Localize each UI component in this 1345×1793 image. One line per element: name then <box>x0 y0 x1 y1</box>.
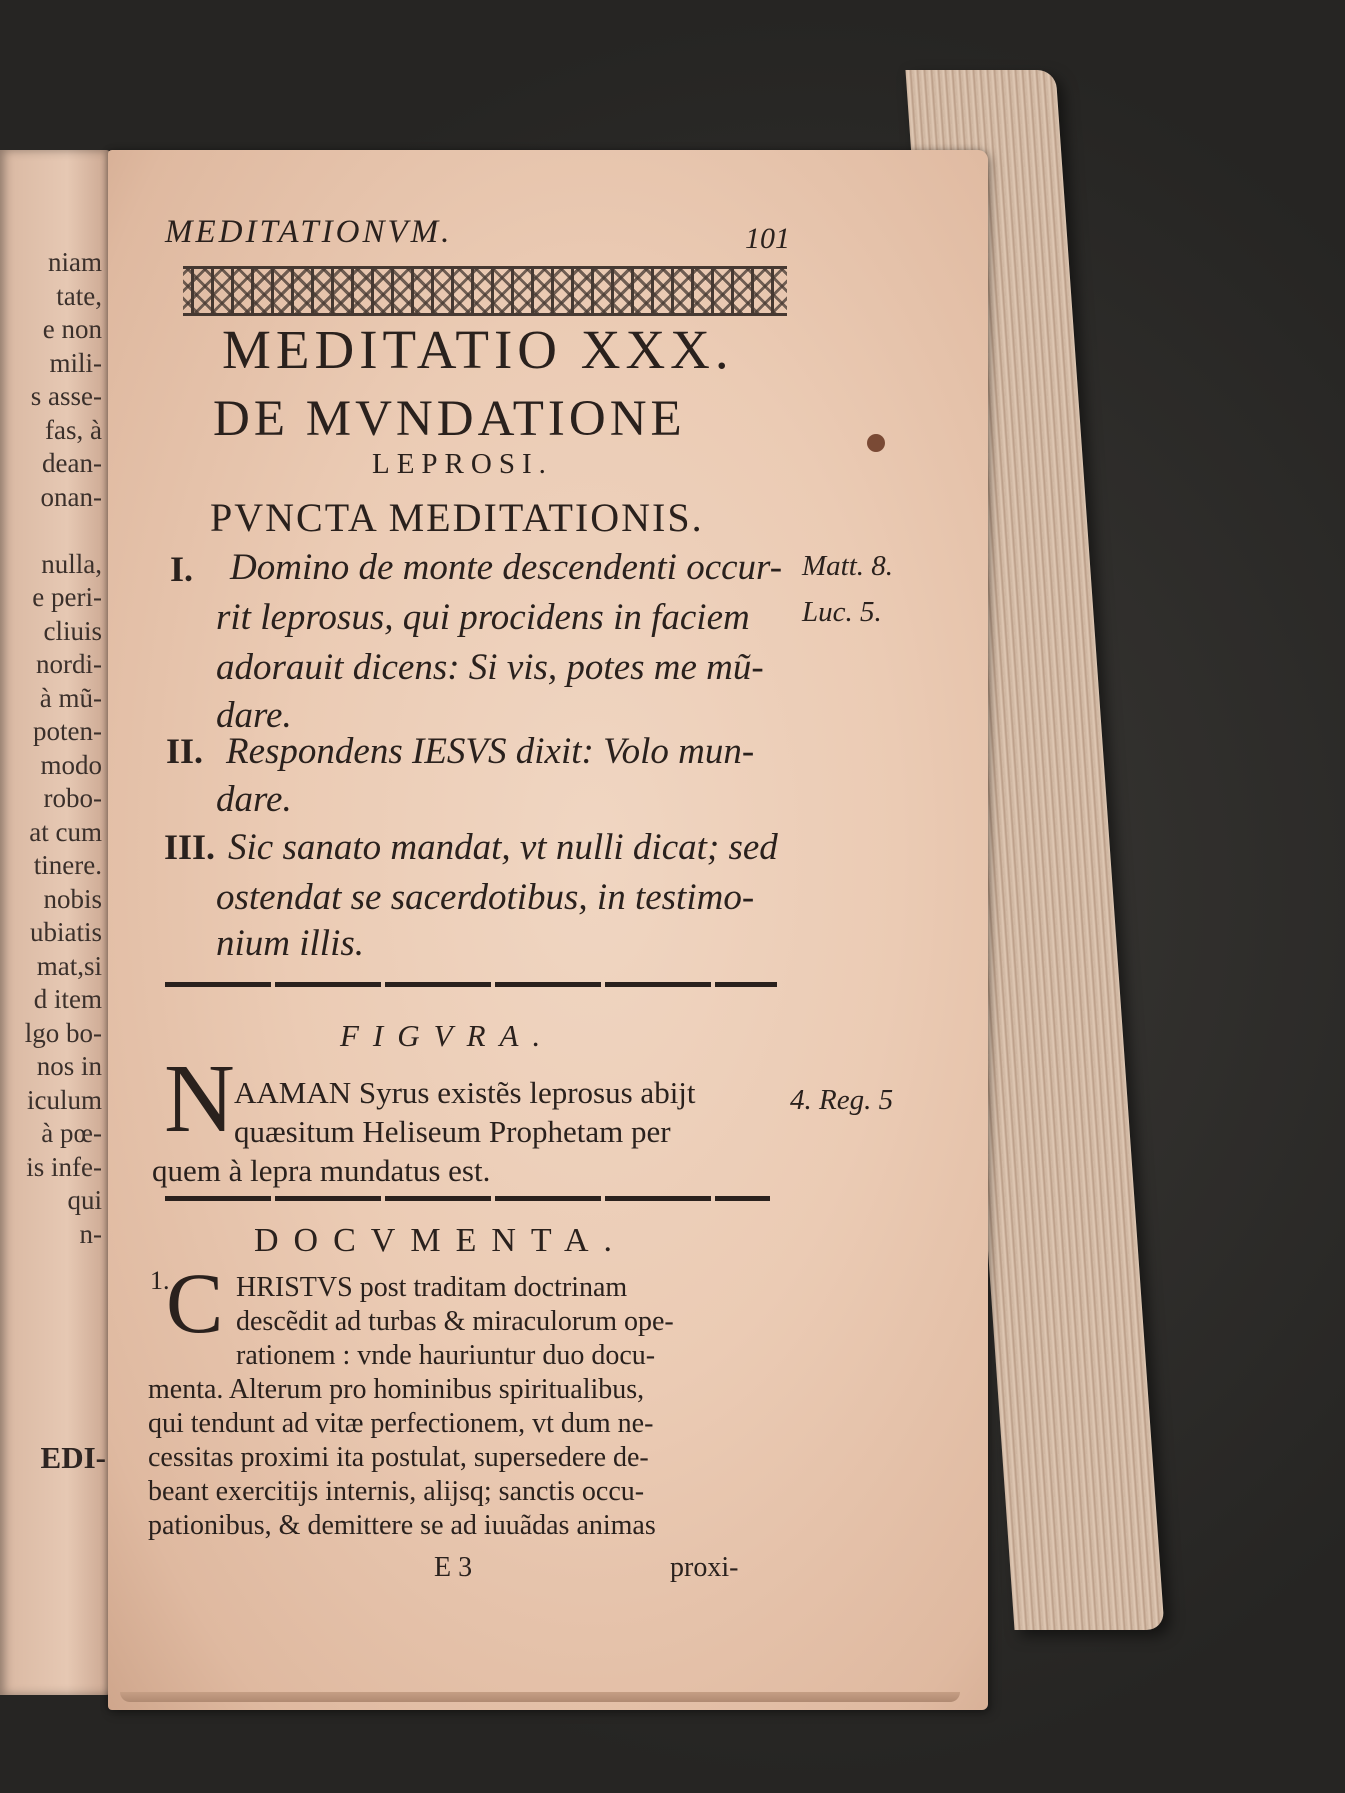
left-page <box>0 150 112 1695</box>
left-page-line: nobis <box>43 883 102 914</box>
documenta-line: descẽdit ad turbas & miraculorum ope- <box>236 1306 674 1337</box>
figura-line: quem à lepra mundatus est. <box>152 1153 491 1188</box>
point-line: ostendat se sacerdotibus, in testimo- <box>216 877 755 918</box>
left-page-line: e peri- <box>32 582 102 612</box>
documenta-line: cessitas proximi ita postulat, supersedere de- <box>148 1442 649 1473</box>
point-number: II. <box>166 731 204 771</box>
left-page-line: à mũ- <box>39 682 102 713</box>
left-page-line: iculum <box>27 1084 102 1115</box>
left-page-line: is infe- <box>26 1151 102 1182</box>
point-line: dare. <box>216 779 292 820</box>
ink-stain <box>867 434 885 452</box>
left-page-line: nulla, <box>41 548 102 579</box>
left-page-line: modo <box>40 749 102 780</box>
left-page-line: à pœ- <box>41 1118 102 1148</box>
left-page-line: lgo bo- <box>24 1017 102 1048</box>
title-line-1: MEDITATIO XXX. <box>222 319 734 380</box>
documenta-line: rationem : vnde hauriuntur duo docu- <box>236 1340 656 1371</box>
margin-reference: 4. Reg. 5 <box>790 1084 894 1116</box>
left-page-line: e non <box>42 314 102 344</box>
point-line: Sic sanato mandat, vt nulli dicat; sed <box>228 827 778 868</box>
catchword: proxi- <box>670 1552 739 1583</box>
signature-mark: E 3 <box>434 1552 473 1583</box>
point-line: dare. <box>216 695 292 736</box>
ornamental-band <box>183 266 787 316</box>
left-page-line: mili- <box>49 347 102 378</box>
documenta-line: qui tendunt ad vitæ perfectionem, vt dum ne- <box>148 1408 654 1439</box>
left-page-text <box>25 246 102 1251</box>
left-page-line: n- <box>79 1218 102 1249</box>
point-line: adorauit dicens: Si vis, potes me mũ- <box>216 647 764 688</box>
left-page-line: tate, <box>56 280 102 311</box>
left-page-line: ubiatis <box>30 917 102 947</box>
left-page-line: robo- <box>43 783 102 813</box>
page-number: 101 <box>745 222 790 255</box>
left-page-line: tinere. <box>33 850 102 880</box>
running-head: MEDITATIONVM. <box>165 214 453 250</box>
puncta-heading: PVNCTA MEDITATIONIS. <box>210 495 704 540</box>
left-page-line: cliuis <box>43 615 102 646</box>
margin-reference: Luc. 5. <box>802 596 882 628</box>
documenta-line: menta. Alterum pro hominibus spiritualibus, <box>148 1374 645 1405</box>
page-bottom-edge <box>120 1692 960 1702</box>
point-line: Respondens IESVS dixit: Volo mun- <box>226 731 755 772</box>
documenta-number: 1. <box>150 1266 170 1295</box>
left-page-line: niam <box>48 247 102 277</box>
dropcap-c: C <box>166 1255 224 1351</box>
dropcap-n: N <box>164 1045 235 1153</box>
left-page-line: nos in <box>36 1051 102 1081</box>
left-page-line: at cum <box>29 816 102 847</box>
documenta-line: beant exercitijs internis, alijsq; sanctis occu- <box>148 1476 645 1507</box>
figura-heading: FIGVRA. <box>340 1018 555 1053</box>
left-page-line: s asse- <box>30 381 102 411</box>
left-page-line: dean- <box>42 448 102 478</box>
left-page-line: nordi- <box>36 649 102 679</box>
section-rule <box>165 1196 770 1201</box>
documenta-line: pationibus, & demittere se ad iuuãdas animas <box>148 1510 656 1541</box>
section-rule <box>165 982 777 987</box>
point-line: Domino de monte descendenti occur- <box>230 547 783 588</box>
point-number: I. <box>170 549 194 589</box>
point-number: III. <box>164 827 216 867</box>
title-line-3: LEPROSI. <box>372 448 553 480</box>
figura-line: AAMAN Syrus existẽs leprosus abijt <box>234 1075 696 1110</box>
left-page-line <box>25 514 102 548</box>
left-page-line: onan- <box>40 481 102 512</box>
documenta-line: HRISTVS post traditam doctrinam <box>236 1272 628 1303</box>
left-page-line: poten- <box>33 716 102 746</box>
title-line-2: DE MVNDATIONE <box>213 391 686 447</box>
left-page-line: d item <box>33 984 102 1014</box>
documenta-heading: DOCVMENTA. <box>254 1222 627 1259</box>
margin-reference: Matt. 8. <box>802 550 894 582</box>
left-page-catchword: EDI- <box>40 1440 106 1475</box>
point-line: rit leprosus, qui procidens in faciem <box>216 597 750 638</box>
left-page-line: fas, à <box>45 414 102 445</box>
figura-line: quæsitum Heliseum Prophetam per <box>234 1114 671 1149</box>
left-page-line: mat,si <box>36 950 102 981</box>
point-line: nium illis. <box>216 923 365 964</box>
left-page-line: qui <box>67 1185 102 1215</box>
